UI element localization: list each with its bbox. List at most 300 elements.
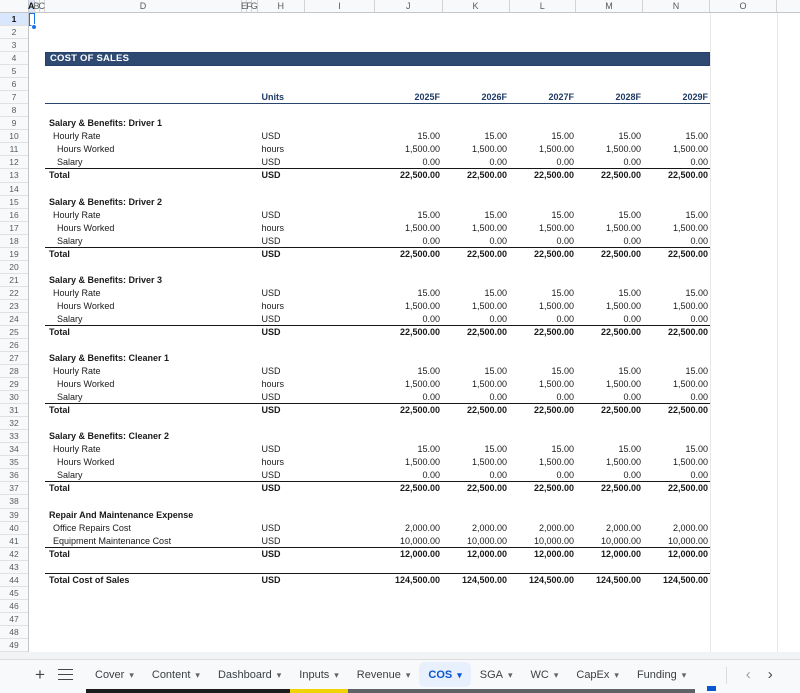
grand-total-value[interactable]: 124,500.00: [394, 574, 440, 585]
cell-blank[interactable]: [305, 482, 375, 495]
cell-value[interactable]: 15.00: [417, 131, 440, 142]
row-header-27[interactable]: 27: [0, 352, 28, 365]
cell-blank[interactable]: [305, 169, 375, 182]
year-column-header[interactable]: 2027F: [548, 92, 574, 103]
row-header-13[interactable]: 13: [0, 169, 28, 182]
total-value[interactable]: 22,500.00: [466, 170, 507, 181]
cell-unit[interactable]: USD: [261, 366, 281, 377]
cell-unit[interactable]: USD: [261, 313, 281, 324]
section-title[interactable]: Repair And Maintenance Expense: [49, 509, 194, 520]
cell-value[interactable]: 15.00: [417, 366, 440, 377]
grand-total-value[interactable]: 124,500.00: [528, 574, 574, 585]
row-header-11[interactable]: 11: [0, 143, 28, 156]
cell-unit[interactable]: USD: [261, 157, 281, 168]
cell-value[interactable]: 0.00: [623, 235, 641, 246]
cell-blank[interactable]: [305, 443, 375, 456]
total-value[interactable]: 22,500.00: [667, 170, 708, 181]
total-value[interactable]: 22,500.00: [600, 405, 641, 416]
cell-value[interactable]: 0.00: [556, 313, 574, 324]
add-sheet-button[interactable]: +: [35, 664, 45, 684]
cell-value[interactable]: 10,000.00: [667, 535, 708, 546]
cell-label[interactable]: Salary: [57, 470, 83, 481]
cell-unit[interactable]: hours: [261, 222, 285, 233]
row-header-46[interactable]: 46: [0, 600, 28, 613]
cell-value[interactable]: 1,500.00: [672, 379, 708, 390]
cell-blank[interactable]: [45, 91, 258, 103]
row-header-42[interactable]: 42: [0, 548, 28, 561]
total-unit[interactable]: USD: [261, 548, 281, 559]
total-value[interactable]: 22,500.00: [399, 483, 440, 494]
total-value[interactable]: 12,000.00: [600, 548, 641, 559]
row-header-26[interactable]: 26: [0, 339, 28, 352]
year-column-header[interactable]: 2026F: [481, 92, 507, 103]
total-unit[interactable]: USD: [261, 248, 281, 259]
tab-cover[interactable]: [86, 660, 143, 693]
section-title[interactable]: Salary & Benefits: Driver 2: [49, 196, 163, 207]
row-header-30[interactable]: 30: [0, 391, 28, 404]
cell-value[interactable]: 0.00: [556, 157, 574, 168]
row-header-48[interactable]: 48: [0, 626, 28, 639]
cell-blank[interactable]: [305, 313, 375, 325]
chevron-down-icon[interactable]: ▾: [334, 669, 339, 680]
row-header-31[interactable]: 31: [0, 404, 28, 417]
cell-label[interactable]: Hourly Rate: [53, 287, 101, 298]
row-header-3[interactable]: 3: [0, 39, 28, 52]
total-label[interactable]: Total: [49, 548, 70, 559]
grand-total-value[interactable]: 124,500.00: [595, 574, 641, 585]
cell-label[interactable]: Salary: [57, 313, 83, 324]
cell-value[interactable]: 1,500.00: [538, 300, 574, 311]
cell-value[interactable]: 1,500.00: [672, 144, 708, 155]
cell-value[interactable]: 15.00: [618, 131, 641, 142]
section-title[interactable]: Salary & Benefits: Driver 3: [49, 274, 163, 285]
cell-label[interactable]: Salary: [57, 157, 83, 168]
total-label[interactable]: Total: [49, 248, 70, 259]
row-header-38[interactable]: 38: [0, 495, 28, 508]
row-header-18[interactable]: 18: [0, 235, 28, 248]
row-header-23[interactable]: 23: [0, 300, 28, 313]
column-header-K[interactable]: K: [443, 0, 510, 12]
cell-value[interactable]: 15.00: [618, 444, 641, 455]
cell-blank[interactable]: [305, 469, 375, 481]
units-column-header[interactable]: Units: [261, 92, 284, 103]
total-value[interactable]: 22,500.00: [600, 248, 641, 259]
total-value[interactable]: 22,500.00: [600, 483, 641, 494]
row-header-7[interactable]: 7: [0, 91, 28, 104]
total-unit[interactable]: USD: [261, 326, 281, 337]
cell-value[interactable]: 2,000.00: [404, 522, 440, 533]
cell-value[interactable]: 0.00: [690, 313, 708, 324]
cell-label[interactable]: Hours Worked: [57, 144, 115, 155]
cell-value[interactable]: 0.00: [422, 235, 440, 246]
cell-blank[interactable]: [305, 248, 375, 261]
row-header-22[interactable]: 22: [0, 287, 28, 300]
total-value[interactable]: 12,000.00: [399, 548, 440, 559]
row-header-5[interactable]: 5: [0, 65, 28, 78]
cell-value[interactable]: 0.00: [422, 313, 440, 324]
cell-value[interactable]: 0.00: [690, 470, 708, 481]
cell-unit[interactable]: USD: [261, 522, 281, 533]
cell-value[interactable]: 2,000.00: [538, 522, 574, 533]
cell-blank[interactable]: [305, 130, 375, 143]
cell-value[interactable]: 15.00: [417, 287, 440, 298]
cell-value[interactable]: 0.00: [489, 313, 507, 324]
cell-value[interactable]: 15.00: [618, 366, 641, 377]
cell-value[interactable]: 0.00: [623, 392, 641, 403]
grand-total-unit[interactable]: USD: [261, 574, 281, 585]
tab-label: SGA: [479, 668, 503, 681]
cell-blank[interactable]: [305, 235, 375, 247]
row-header-17[interactable]: 17: [0, 222, 28, 235]
total-value[interactable]: 22,500.00: [399, 170, 440, 181]
cell-unit[interactable]: hours: [261, 379, 285, 390]
cell-value[interactable]: 15.00: [417, 209, 440, 220]
total-value[interactable]: 12,000.00: [533, 548, 574, 559]
year-column-header[interactable]: 2028F: [615, 92, 641, 103]
row-header-36[interactable]: 36: [0, 469, 28, 482]
tab-wc[interactable]: [522, 660, 568, 693]
cell-value[interactable]: 2,000.00: [605, 522, 641, 533]
total-value[interactable]: 12,000.00: [667, 548, 708, 559]
total-value[interactable]: 22,500.00: [399, 248, 440, 259]
row-header-1[interactable]: 1: [0, 13, 28, 26]
cell-value[interactable]: 15.00: [551, 131, 574, 142]
row-header-10[interactable]: 10: [0, 130, 28, 143]
cell-value[interactable]: 15.00: [484, 366, 507, 377]
row-header-35[interactable]: 35: [0, 456, 28, 469]
total-value[interactable]: 22,500.00: [466, 405, 507, 416]
cell-blank[interactable]: [305, 326, 375, 339]
cell-blank[interactable]: [305, 287, 375, 300]
row-header-16[interactable]: 16: [0, 209, 28, 222]
column-header-F[interactable]: F: [246, 1, 252, 11]
cell-value[interactable]: 15.00: [685, 209, 708, 220]
cell-value[interactable]: 1,500.00: [672, 222, 708, 233]
cell-value[interactable]: 1,500.00: [605, 144, 641, 155]
total-value[interactable]: 22,500.00: [399, 405, 440, 416]
cell-blank[interactable]: [305, 522, 375, 535]
cell-unit[interactable]: hours: [261, 300, 285, 311]
cell-label[interactable]: Hours Worked: [57, 379, 115, 390]
column-header-G[interactable]: G: [250, 1, 258, 11]
column-header-D[interactable]: D: [45, 0, 242, 12]
tab-capex[interactable]: [567, 660, 628, 693]
grand-total-value[interactable]: 124,500.00: [662, 574, 708, 585]
row-header-47[interactable]: 47: [0, 613, 28, 626]
cell-value[interactable]: 15.00: [618, 287, 641, 298]
cell-value[interactable]: 0.00: [489, 470, 507, 481]
cell-label[interactable]: Hours Worked: [57, 457, 115, 468]
row-header-33[interactable]: 33: [0, 430, 28, 443]
column-header-E[interactable]: E: [241, 1, 248, 11]
row-header-44[interactable]: 44: [0, 574, 28, 587]
cell-value[interactable]: 0.00: [690, 157, 708, 168]
row-header-6[interactable]: 6: [0, 78, 28, 91]
row-header-40[interactable]: 40: [0, 522, 28, 535]
cell-value[interactable]: 2,000.00: [672, 522, 708, 533]
year-column-header[interactable]: 2025F: [414, 92, 440, 103]
cell-blank[interactable]: [305, 378, 375, 391]
column-header-N[interactable]: N: [643, 0, 710, 12]
cell-blank[interactable]: [305, 548, 375, 561]
cell-value[interactable]: 0.00: [489, 392, 507, 403]
cell-unit[interactable]: hours: [261, 457, 285, 468]
cell-value[interactable]: 1,500.00: [672, 457, 708, 468]
cell-blank[interactable]: [305, 365, 375, 378]
cell-label[interactable]: Hourly Rate: [53, 444, 101, 455]
cell-value[interactable]: 1,500.00: [605, 222, 641, 233]
cell-unit[interactable]: USD: [261, 235, 281, 246]
cell-value[interactable]: 15.00: [484, 287, 507, 298]
row-header-49[interactable]: 49: [0, 639, 28, 652]
row-header-21[interactable]: 21: [0, 274, 28, 287]
total-unit[interactable]: USD: [261, 405, 281, 416]
total-unit[interactable]: USD: [261, 170, 281, 181]
cell-value[interactable]: 0.00: [422, 157, 440, 168]
tabs-scroll-left-button[interactable]: ‹: [745, 666, 751, 683]
cell-label[interactable]: Hourly Rate: [53, 366, 101, 377]
section-title[interactable]: Salary & Benefits: Cleaner 2: [49, 431, 170, 442]
total-value[interactable]: 22,500.00: [466, 248, 507, 259]
cell-unit[interactable]: USD: [261, 470, 281, 481]
cell-value[interactable]: 1,500.00: [471, 300, 507, 311]
cell-unit[interactable]: USD: [261, 535, 281, 546]
column-header-L[interactable]: L: [510, 0, 577, 12]
tab-content[interactable]: [143, 660, 209, 693]
cell-value[interactable]: 15.00: [551, 287, 574, 298]
cell-value[interactable]: 15.00: [484, 131, 507, 142]
row-header-9[interactable]: 9: [0, 117, 28, 130]
chevron-down-icon[interactable]: ▾: [507, 669, 513, 680]
cell-value[interactable]: 0.00: [556, 392, 574, 403]
cell-value[interactable]: 0.00: [556, 235, 574, 246]
chevron-down-icon[interactable]: ▾: [129, 669, 134, 680]
cell-blank[interactable]: [305, 535, 375, 547]
total-label[interactable]: Total: [49, 326, 70, 337]
cell-unit[interactable]: USD: [261, 444, 281, 455]
row-header-8[interactable]: 8: [0, 104, 28, 117]
total-value[interactable]: 22,500.00: [533, 248, 574, 259]
cell-value[interactable]: 15.00: [551, 209, 574, 220]
cell-value[interactable]: 0.00: [489, 157, 507, 168]
row-header-19[interactable]: 19: [0, 248, 28, 261]
section-title[interactable]: Salary & Benefits: Cleaner 1: [49, 353, 170, 364]
cell-blank[interactable]: [305, 209, 375, 222]
row-header-43[interactable]: 43: [0, 561, 28, 574]
cell-value[interactable]: 15.00: [484, 444, 507, 455]
row-header-29[interactable]: 29: [0, 378, 28, 391]
cell-value[interactable]: 1,500.00: [471, 222, 507, 233]
total-value[interactable]: 22,500.00: [667, 248, 708, 259]
cell-value[interactable]: 10,000.00: [600, 535, 641, 546]
cell-value[interactable]: 10,000.00: [399, 535, 440, 546]
chevron-down-icon[interactable]: ▾: [195, 669, 200, 680]
tabs-scroll-right-button[interactable]: ›: [767, 666, 773, 683]
total-value[interactable]: 22,500.00: [600, 326, 641, 337]
tab-funding[interactable]: [628, 660, 695, 693]
total-value[interactable]: 22,500.00: [600, 170, 641, 181]
column-header-O[interactable]: O: [710, 0, 777, 12]
cell-blank[interactable]: [305, 156, 375, 168]
cell-value[interactable]: 1,500.00: [404, 379, 440, 390]
cell-value[interactable]: 0.00: [422, 392, 440, 403]
chevron-down-icon[interactable]: ▾: [614, 669, 619, 680]
row-header-12[interactable]: 12: [0, 156, 28, 169]
cell-value[interactable]: 15.00: [551, 444, 574, 455]
cell-value[interactable]: 0.00: [489, 235, 507, 246]
total-label[interactable]: Total: [49, 170, 70, 181]
cell-value[interactable]: 0.00: [623, 470, 641, 481]
cell-label[interactable]: Hours Worked: [57, 222, 115, 233]
cell-blank[interactable]: [305, 300, 375, 313]
chevron-down-icon[interactable]: ▾: [681, 669, 687, 680]
cell-value[interactable]: 1,500.00: [538, 379, 574, 390]
cell-value[interactable]: 15.00: [417, 444, 440, 455]
tab-dashboard[interactable]: [209, 660, 290, 693]
cell-value[interactable]: 0.00: [623, 157, 641, 168]
cell-value[interactable]: 10,000.00: [533, 535, 574, 546]
column-header-J[interactable]: J: [375, 0, 443, 12]
total-value[interactable]: 12,000.00: [466, 548, 507, 559]
total-value[interactable]: 22,500.00: [533, 326, 574, 337]
column-header-A[interactable]: A: [28, 1, 35, 11]
cell-value[interactable]: 1,500.00: [605, 457, 641, 468]
cell-value[interactable]: 1,500.00: [538, 457, 574, 468]
cell-value[interactable]: 1,500.00: [404, 222, 440, 233]
total-value[interactable]: 22,500.00: [466, 483, 507, 494]
cell-blank[interactable]: [305, 456, 375, 469]
cell-value[interactable]: 15.00: [484, 209, 507, 220]
total-value[interactable]: 22,500.00: [533, 405, 574, 416]
cell-label[interactable]: Hours Worked: [57, 300, 115, 311]
cell-value[interactable]: 1,500.00: [538, 144, 574, 155]
total-unit[interactable]: USD: [261, 483, 281, 494]
cell-label[interactable]: Salary: [57, 235, 83, 246]
column-header-H[interactable]: H: [258, 0, 306, 12]
column-header-I[interactable]: I: [305, 0, 375, 12]
row-header-41[interactable]: 41: [0, 535, 28, 548]
row-header-25[interactable]: 25: [0, 326, 28, 339]
cell-unit[interactable]: USD: [261, 209, 281, 220]
row-header-24[interactable]: 24: [0, 313, 28, 326]
row-header-37[interactable]: 37: [0, 482, 28, 495]
cell-value[interactable]: 15.00: [685, 366, 708, 377]
row-header-20[interactable]: 20: [0, 261, 28, 274]
sheet-row-36: [45, 469, 710, 482]
total-value[interactable]: 22,500.00: [533, 170, 574, 181]
cell-blank[interactable]: [305, 391, 375, 403]
cell-value[interactable]: 1,500.00: [404, 457, 440, 468]
cell-value[interactable]: 1,500.00: [605, 300, 641, 311]
cell-blank[interactable]: [305, 91, 375, 103]
row-header-28[interactable]: 28: [0, 365, 28, 378]
total-label[interactable]: Total: [49, 405, 70, 416]
grand-total-value[interactable]: 124,500.00: [461, 574, 507, 585]
tab-inputs[interactable]: [290, 660, 348, 693]
row-header-14[interactable]: 14: [0, 183, 28, 196]
cell-blank[interactable]: [305, 574, 375, 587]
total-value[interactable]: 22,500.00: [466, 326, 507, 337]
total-value[interactable]: 22,500.00: [399, 326, 440, 337]
row-header-39[interactable]: 39: [0, 509, 28, 522]
cell-label[interactable]: Office Repairs Cost: [53, 522, 131, 533]
total-value[interactable]: 22,500.00: [667, 405, 708, 416]
cell-unit[interactable]: USD: [261, 287, 281, 298]
cell-unit[interactable]: USD: [261, 131, 281, 142]
cell-value[interactable]: 2,000.00: [471, 522, 507, 533]
fill-handle[interactable]: [31, 24, 37, 30]
total-value[interactable]: 22,500.00: [533, 483, 574, 494]
column-header-C[interactable]: C: [38, 1, 45, 11]
cell-label[interactable]: Salary: [57, 392, 83, 403]
row-header-45[interactable]: 45: [0, 587, 28, 600]
cell-label[interactable]: Equipment Maintenance Cost: [53, 535, 172, 546]
column-header-B[interactable]: B: [33, 1, 40, 11]
tab-color-bar: [290, 689, 348, 693]
cell-value[interactable]: 15.00: [618, 209, 641, 220]
cell-value[interactable]: 0.00: [422, 470, 440, 481]
chevron-down-icon[interactable]: ▾: [276, 669, 282, 680]
cell-blank[interactable]: [305, 404, 375, 417]
cell-value[interactable]: 15.00: [551, 366, 574, 377]
tab-cos[interactable]: [419, 660, 470, 693]
section-banner[interactable]: COST OF SALES: [45, 52, 710, 66]
year-column-header[interactable]: 2029F: [682, 92, 708, 103]
cell-label[interactable]: Hourly Rate: [53, 209, 101, 220]
row-header-2[interactable]: 2: [0, 26, 28, 39]
cell-value[interactable]: 1,500.00: [471, 144, 507, 155]
chevron-down-icon[interactable]: ▾: [553, 669, 559, 680]
total-value[interactable]: 22,500.00: [667, 483, 708, 494]
cell-value[interactable]: 1,500.00: [605, 379, 641, 390]
column-header-M[interactable]: M: [576, 0, 643, 12]
cell-value[interactable]: 0.00: [623, 313, 641, 324]
row-header-32[interactable]: 32: [0, 417, 28, 430]
tab-sga[interactable]: [471, 660, 522, 693]
chevron-down-icon[interactable]: ▾: [405, 669, 411, 680]
cell-value[interactable]: 1,500.00: [404, 144, 440, 155]
cell-value[interactable]: 1,500.00: [538, 222, 574, 233]
cell-value[interactable]: 0.00: [690, 392, 708, 403]
row-header-34[interactable]: 34: [0, 443, 28, 456]
cell-value[interactable]: 1,500.00: [471, 379, 507, 390]
section-title[interactable]: Salary & Benefits: Driver 1: [49, 118, 163, 129]
all-sheets-menu-icon[interactable]: [58, 669, 73, 680]
cell-blank[interactable]: [305, 222, 375, 235]
cell-value[interactable]: 15.00: [685, 131, 708, 142]
cell-unit[interactable]: hours: [261, 144, 285, 155]
tab-revenue[interactable]: [348, 660, 420, 693]
cell-value[interactable]: 15.00: [685, 444, 708, 455]
cell-value[interactable]: 0.00: [690, 235, 708, 246]
chevron-down-icon[interactable]: ▾: [457, 669, 462, 680]
cell-value[interactable]: 10,000.00: [466, 535, 507, 546]
cell-unit[interactable]: USD: [261, 392, 281, 403]
grand-total-label[interactable]: Total Cost of Sales: [49, 574, 130, 585]
cell-value[interactable]: 1,500.00: [471, 457, 507, 468]
cell-blank[interactable]: [305, 143, 375, 156]
cell-value[interactable]: 0.00: [556, 470, 574, 481]
cell-value[interactable]: 15.00: [685, 287, 708, 298]
cell-label[interactable]: Hourly Rate: [53, 131, 101, 142]
total-label[interactable]: Total: [49, 483, 70, 494]
cell-value[interactable]: 1,500.00: [672, 300, 708, 311]
total-value[interactable]: 22,500.00: [667, 326, 708, 337]
row-header-4[interactable]: 4: [0, 52, 28, 65]
row-header-15[interactable]: 15: [0, 196, 28, 209]
cell-value[interactable]: 1,500.00: [404, 300, 440, 311]
select-all-corner[interactable]: [0, 0, 29, 13]
